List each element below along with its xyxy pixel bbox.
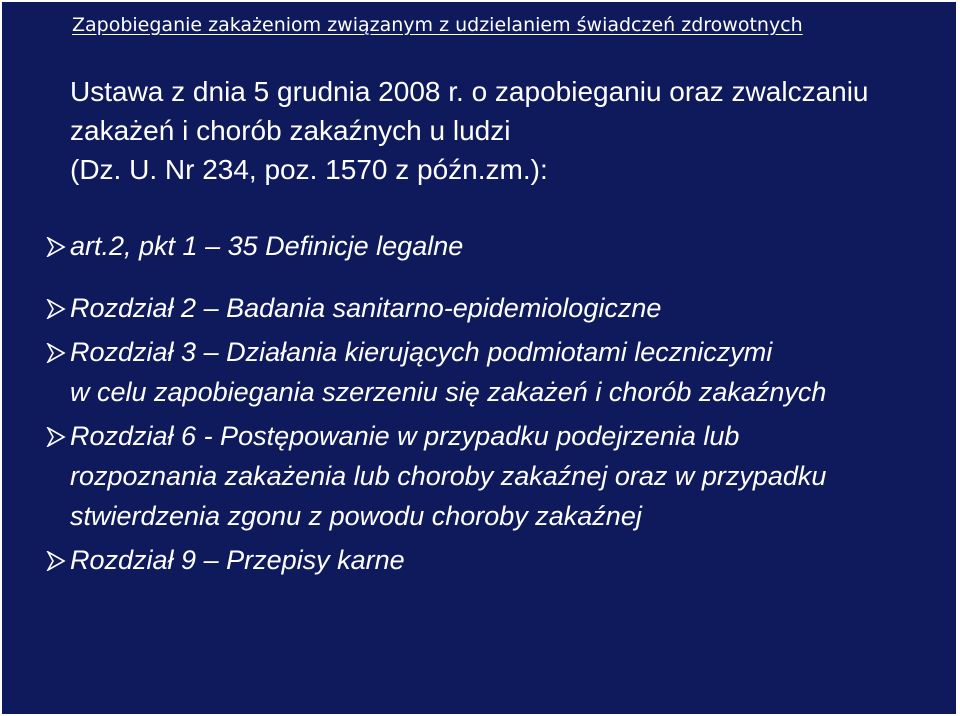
list-item-text: Rozdział 3 – Działania kierujących podmiotami leczniczymi — [70, 337, 773, 367]
page-title: Zapobieganie zakażeniom związanym z udzielaniem świadczeń zdrowotnych — [72, 14, 803, 36]
list-item-text: w celu zapobiegania szerzeniu się zakażeń i chorób zakaźnych — [70, 377, 827, 407]
list-item — [46, 332, 926, 412]
list-item-text: Rozdział 2 – Badania sanitarno-epidemiologiczne — [70, 293, 662, 323]
list-item-text: stwierdzenia zgonu z powodu choroby zakaźnej — [70, 501, 642, 531]
arrowhead-bullet-icon — [46, 332, 68, 372]
arrowhead-bullet-icon — [46, 416, 68, 456]
arrowhead-bullet-icon — [46, 540, 68, 580]
list-item-text: art.2, pkt 1 – 35 Definicje legalne — [70, 231, 464, 261]
chapter-list — [46, 226, 926, 580]
list-item — [46, 288, 926, 328]
list-item-text: rozpoznania zakażenia lub choroby zakaźnej oraz w przypadku — [70, 461, 827, 491]
act-citation-line: (Dz. U. Nr 234, poz. 1570 z późn.zm.): — [70, 154, 548, 185]
arrowhead-bullet-icon — [46, 226, 68, 266]
arrowhead-bullet-icon — [46, 288, 68, 328]
list-item — [46, 226, 926, 266]
act-citation — [70, 72, 930, 189]
list-item — [46, 416, 926, 536]
list-item — [46, 540, 926, 580]
slide — [2, 2, 956, 714]
act-citation-line: zakażeń i chorób zakaźnych u ludzi — [70, 115, 511, 146]
list-item-text: Rozdział 6 - Postępowanie w przypadku podejrzenia lub — [70, 421, 740, 451]
act-citation-line: Ustawa z dnia 5 grudnia 2008 r. o zapobieganiu oraz zwalczaniu — [70, 76, 869, 107]
list-item-text: Rozdział 9 – Przepisy karne — [70, 545, 405, 575]
